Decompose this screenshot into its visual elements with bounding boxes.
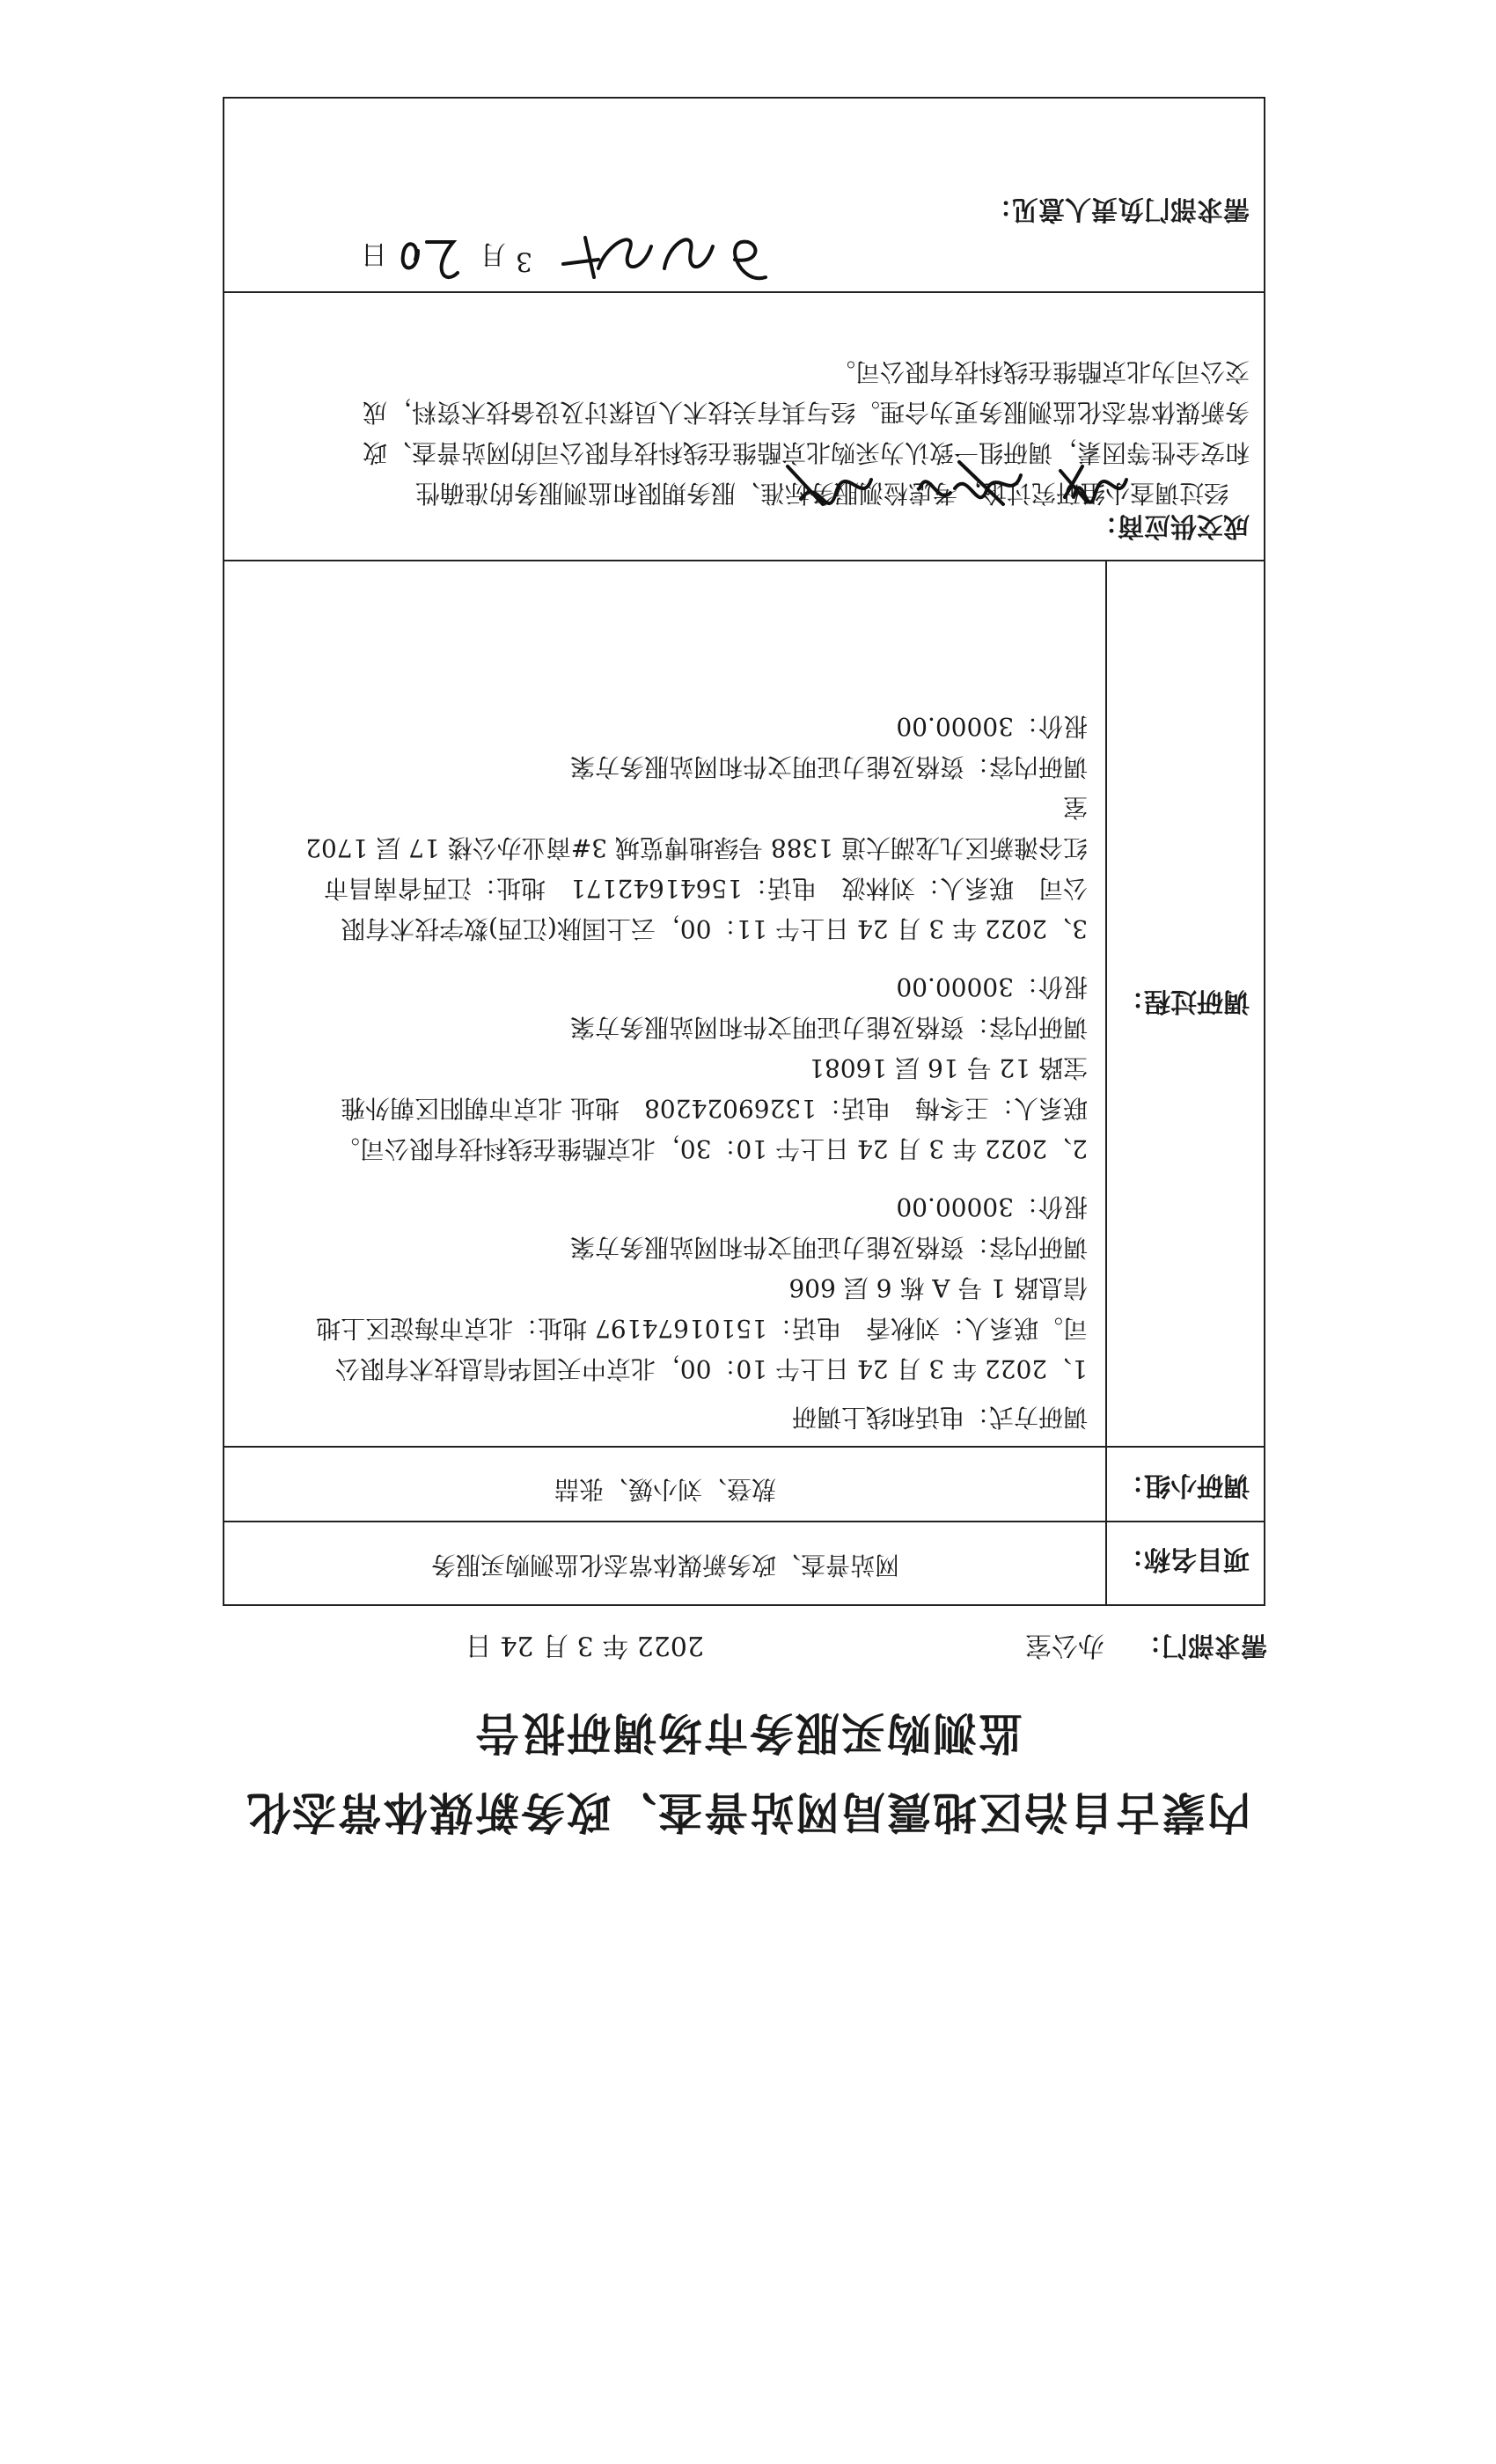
row-divider <box>224 1446 1264 1448</box>
row-divider <box>224 560 1264 561</box>
approval-month-char: 月 <box>480 238 506 269</box>
report-meta-row <box>211 1624 1267 1668</box>
vendor-2-line-1: 2、2022 年 3 月 24 日上午 10：30，北京酷维在线科技有限公司。 <box>334 1134 1088 1163</box>
vendor-3-line-3: 红谷滩新区九龙湖大道 1388 号绿地博览城 3#商业办公楼 17 层 1702 <box>305 833 1088 862</box>
research-report-table <box>223 97 1265 1606</box>
vendor-1-content: 调研内容：资格及能力证明文件和网站服务方案 <box>569 1233 1088 1262</box>
department-head-opinion-label: 需求部门负责人意见： <box>986 194 1250 224</box>
supplier-conclusion-line-3: 务新媒体常态化监测服务更为合理。经与其有关技术人员探讨及设备技术资料，成 <box>362 398 1250 427</box>
vendor-1-line-3: 信息路 1 号 A 栋 6 层 606 <box>788 1273 1088 1302</box>
research-team-value: 敖登、刘小媛、张喆 <box>554 1475 777 1504</box>
project-name-value: 网站普查、政务新媒体常态化监测购买服务 <box>431 1551 900 1580</box>
vendor-1-price: 报价：30000.00 <box>896 1192 1088 1221</box>
report-date: 2022 年 3 月 24 日 <box>465 1630 704 1661</box>
project-name-label: 项目名称： <box>1118 1544 1250 1574</box>
vendor-3-line-2: 公司 联系人：刘林波 电话：15641642171 地址：江西省南昌市 <box>324 874 1088 903</box>
vendor-3-content: 调研内容：资格及能力证明文件和网站服务方案 <box>569 752 1088 781</box>
vendor-1-line-2: 司。联系人：刘秋香 电话：15101674197 地址：北京市海淀区上地 <box>316 1314 1088 1343</box>
report-title-line-1: 内蒙古自治区地震局网站普查、政务新媒体常态化 <box>245 1786 1251 1837</box>
department-label: 需求部门： <box>1135 1630 1267 1661</box>
vendor-2-content: 调研内容：资格及能力证明文件和网站服务方案 <box>569 1013 1088 1042</box>
row-divider <box>224 291 1264 293</box>
approval-month: 3 <box>515 246 532 276</box>
team-signatures <box>766 453 1135 515</box>
supplier-conclusion-line-1: 经过调查小组研究讨论，考虑检测服务标准、服务期限和监测服务的准确性 <box>414 479 1228 508</box>
vendor-2-line-3: 宝路 12 号 16 层 16081 <box>809 1053 1088 1082</box>
handwritten-signature-image <box>766 453 1135 515</box>
research-process-label: 调研过程： <box>1118 986 1250 1016</box>
vendor-1-line-1: 1、2022 年 3 月 24 日上午 10：00，北京中天国华信息技术有限公 <box>334 1354 1088 1383</box>
department-value: 办公室 <box>1025 1630 1104 1661</box>
report-title-line-2: 监测购买服务市场调研报告 <box>473 1707 1023 1758</box>
vendor-3-line-4: 室 <box>1062 793 1088 822</box>
supplier-conclusion-line-4: 交公司为北京酷维在线科技有限公司。 <box>830 357 1250 386</box>
selected-supplier-label: 成交供应商： <box>1091 510 1250 541</box>
research-method: 调研方式：电话和线上调研 <box>791 1403 1088 1432</box>
handwritten-day-image <box>396 229 466 290</box>
label-column-divider <box>1105 561 1107 1604</box>
approval-date-handwritten <box>282 229 774 290</box>
research-team-label: 调研小组： <box>1118 1470 1250 1500</box>
vendor-2-line-2: 联系人：王冬梅 电话：13269024208 地址 北京市朝阳区朝外雅 <box>341 1094 1088 1123</box>
row-divider <box>224 1521 1264 1522</box>
supplier-conclusion-line-2: 和安全性等因素，调研组一致认为采购北京酷维在线科技有限公司的网站普查、政 <box>362 438 1250 467</box>
handwritten-year-image <box>546 229 774 290</box>
vendor-3-line-1: 3、2022 年 3 月 24 日上午 11：00，云上国脉(江西)数字技术有限 <box>340 914 1088 943</box>
approval-day-suffix: 日 <box>361 238 387 269</box>
vendor-3-price: 报价：30000.00 <box>896 712 1088 741</box>
vendor-2-price: 报价：30000.00 <box>896 972 1088 1001</box>
